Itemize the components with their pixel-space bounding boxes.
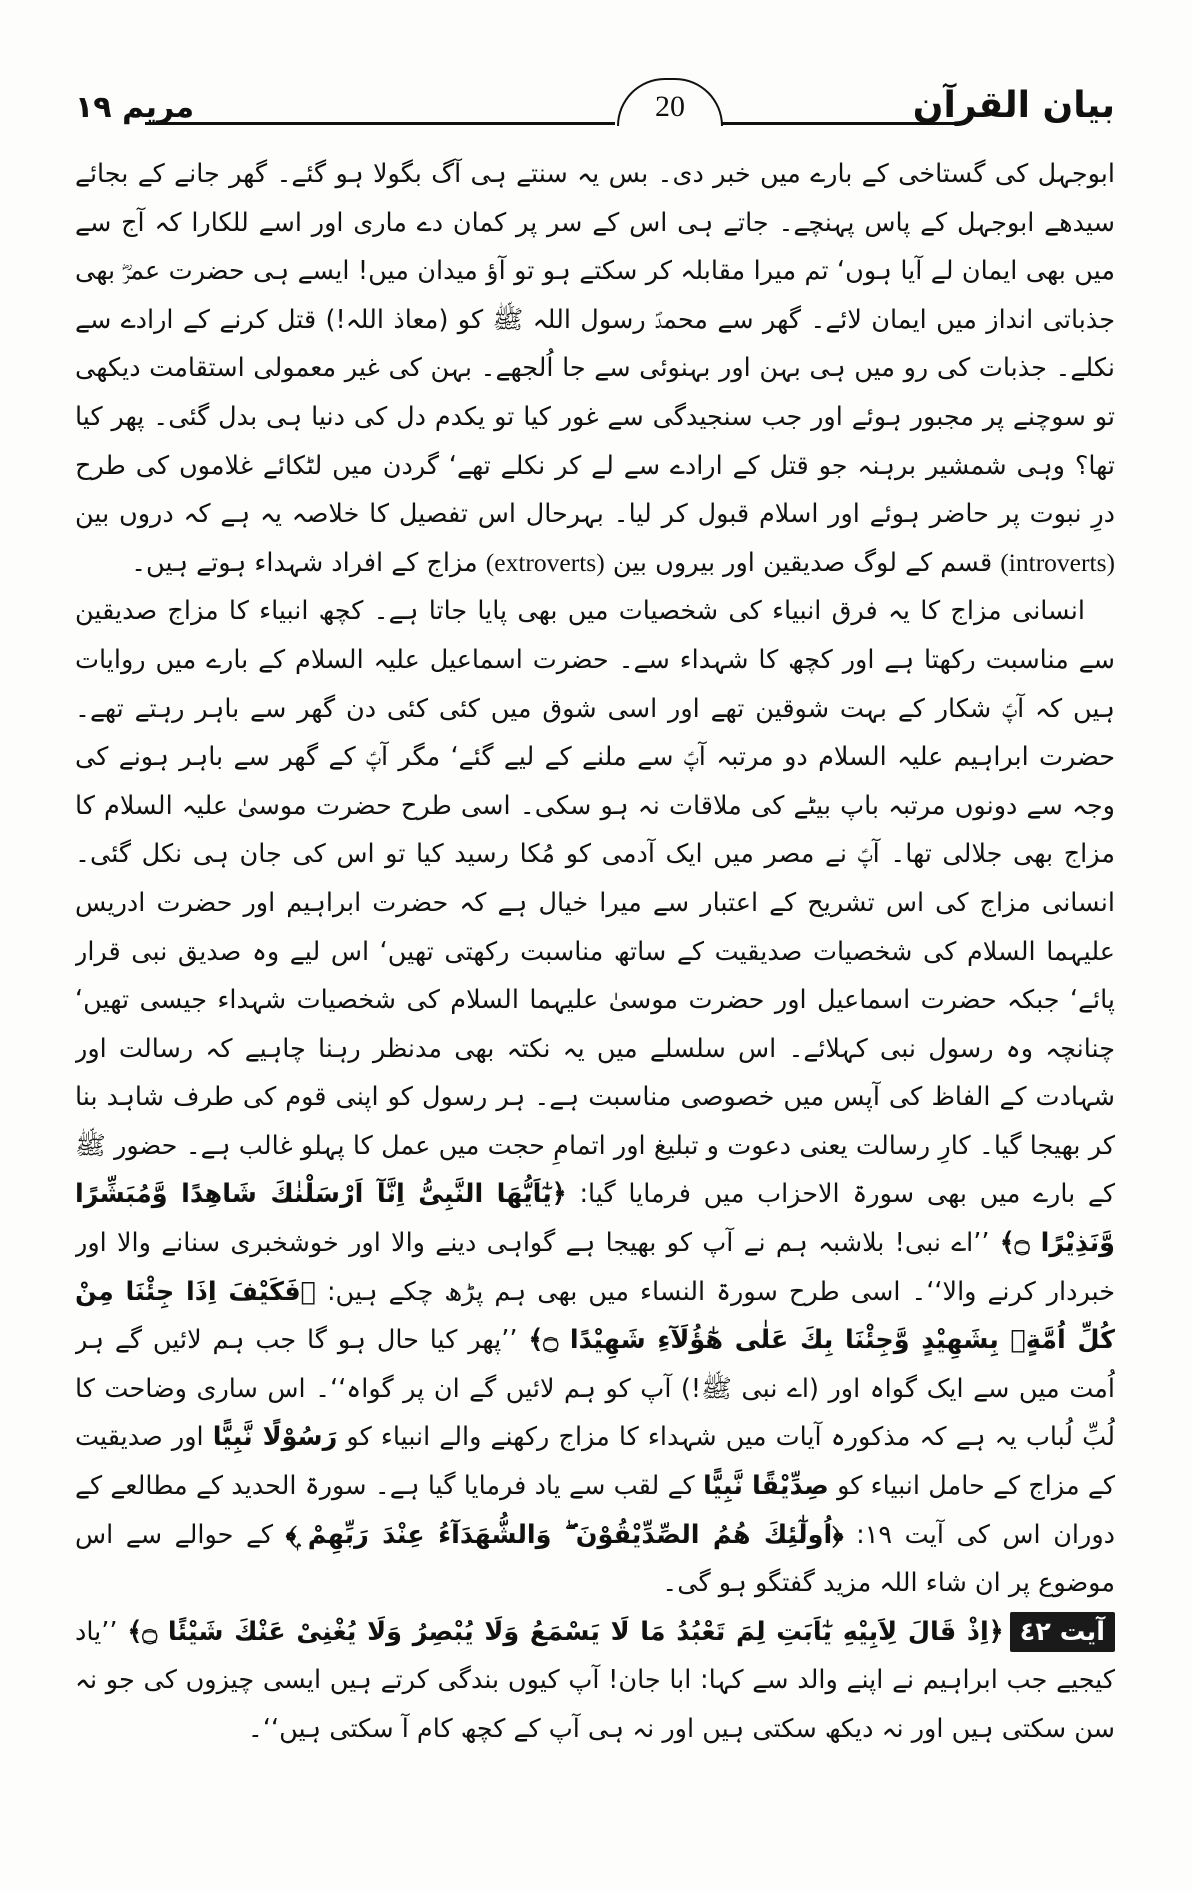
- quran-verse: ﴿اِذْ قَالَ لِاَبِیْهِ یٰٓاَبَتِ لِمَ تَعْبُدُ مَا لَا یَسْمَعُ وَلَا یُبْصِرُ وَلَا یُغْنِیْ عَنْكَ شَیْئًا ۝﴾: [127, 1616, 1004, 1647]
- quran-verse: ﴿فَكَیْفَ اِذَا جِئْنَا مِنْ كُلِّ اُمَّةٍۭ بِشَهِیْدٍ وَّجِئْنَا بِكَ عَلٰى هٰٓؤُلَآءِ شَهِیْدًا ۝﴾: [75, 1276, 1115, 1356]
- paragraph-text: ’’اے نبی! بلاشبہ ہم نے آپ کو بھیجا ہے گواہی دینے والا اور خوشخبری سنانے والا اور خبردار کرنے والا‘‘۔ اسی طرح سورۃ النساء میں بھی ہم پڑھ چکے ہیں:: [75, 1228, 1115, 1307]
- body-text: [75, 150, 1115, 1850]
- paragraph-text: قسم کے لوگ صدیقین اور بیروں بین: [604, 547, 1001, 578]
- english-term: (extroverts): [485, 547, 605, 577]
- quran-verse: ﴿اُولٰٓئِكَ هُمُ الصِّدِّیْقُوْنَ ۖ وَالشُّهَدَآءُ عِنْدَ رَبِّهِمْ ۭ﴾: [285, 1519, 844, 1550]
- header-rule-left: [145, 122, 615, 125]
- ayah-number-badge: آیت ٤٢: [1010, 1612, 1115, 1652]
- english-term: (introverts): [1000, 547, 1115, 577]
- paragraph-text: ’’پھر کیا حال ہو گا جب ہم لائیں گے ہر اُمت میں سے ایک گواہ اور (اے نبی ﷺ!) آپ کو ہم لائیں گے ان پر گواہ‘‘۔ اس ساری وضاحت کا لُبِّ لُباب یہ ہے کہ مذکورہ آیات میں شہداء کا مزاج رکھنے والے انبیاء کو: [75, 1325, 1115, 1453]
- paragraph-text: مزاج کے افراد شہداء ہوتے ہیں۔: [131, 547, 486, 578]
- quran-verse: ﴿یٰٓاَیُّهَا النَّبِیُّ اِنَّآ اَرْسَلْنٰكَ شَاهِدًا وَّمُبَشِّرًا وَّنَذِیْرًا ۝﴾: [75, 1179, 1115, 1259]
- paragraph-text: ابوجہل کی گستاخی کے بارے میں خبر دی۔ بس یہ سنتے ہی آگ بگولا ہو گئے۔ گھر جانے کے بجائے سیدھے ابوجہل کے پاس پہنچے۔ جاتے ہی اس کے سر پر کمان دے ماری اور اسے للکارا کہ آج سے میں بھی ایمان لے آیا ہوں‘ تم میرا مقابلہ کر سکتے ہو تو آؤ میدان میں! ایسے ہی حضرت عمرؓ بھی جذباتی انداز میں ایمان لائے۔ گھر سے محمدؐ رسول اللہ ﷺ کو (معاذ اللہ!) قتل کرنے کے ارادے سے نکلے۔ جذبات کی رو میں ہی بہن اور بہنوئی سے جا اُلجھے۔ بہن کی غیر معمولی استقامت دیکھی تو سوچنے پر مجبور ہوئے اور جب سنجیدگی سے غور کیا تو یکدم دل کی دنیا ہی بدل گئی۔ پھر کیا تھا؟ وہی شمشیر برہنہ جو قتل کے ارادے سے لے کر نکلے تھے‘ گردن میں لٹکائے غلاموں کی طرح درِ نبوت پر حاضر ہوئے اور اسلام قبول کر لیا۔ بہرحال اس تفصیل کا خلاصہ یہ ہے کہ دروں بین: [75, 159, 1115, 530]
- paragraph-text: کے حوالے سے اس موضوع پر ان شاء اللہ مزید گفتگو ہو گی۔: [75, 1519, 1115, 1599]
- paragraph: [75, 150, 1115, 587]
- paragraph-text: انسانی مزاج کا یہ فرق انبیاء کی شخصیات میں بھی پایا جاتا ہے۔ کچھ انبیاء کا مزاج صدیقین سے مناسبت رکھتا ہے اور کچھ کا شہداء سے۔ حضرت اسماعیل علیہ السلام کے بارے میں روایات ہیں کہ آپؑ شکار کے بہت شوقین تھے اور اسی شوق میں کئی کئی دن گھر سے باہر رہتے تھے۔ حضرت ابراہیم علیہ السلام دو مرتبہ آپؑ سے ملنے کے لیے گئے‘ مگر آپؑ کے گھر سے باہر ہونے کی وجہ سے دونوں مرتبہ باپ بیٹے کی ملاقات نہ ہو سکی۔ اسی طرح حضرت موسیٰ علیہ السلام کا مزاج بھی جلالی تھا۔ آپؑ نے مصر میں ایک آدمی کو مُکا رسید کیا تو اس کی جان ہی نکل گئی۔ انسانی مزاج کی اس تشریح کے اعتبار سے میرا خیال ہے کہ حضرت ابراہیم اور حضرت ادریس علیہما السلام کی شخصیات صدیقیت کے ساتھ مناسبت رکھتی تھیں‘ اس لیے وہ صدیق نبی قرار پائے‘ جبکہ حضرت اسماعیل اور حضرت موسیٰ علیہما السلام کی شخصیات شہداء جیسی تھیں‘ چنانچہ وہ رسول نبی کہلائے۔ اس سلسلے میں یہ نکتہ بھی مدنظر رہنا چاہیے کہ رسالت اور شہادت کے الفاظ کی آپس میں خصوصی مناسبت ہے۔ ہر رسول کو اپنی قوم کی طرف شاہد بنا کر بھیجا گیا۔ کارِ رسالت یعنی دعوت و تبلیغ اور اتمامِ حجت میں عمل کا پہلو غالب ہے۔ حضور ﷺ کے بارے میں بھی سورۃ الاحزاب میں فرمایا گیا:: [75, 596, 1115, 1210]
- page-number: 20: [617, 78, 723, 126]
- paragraph: [75, 1608, 1115, 1754]
- paragraph-text: کے لقب سے یاد فرمایا گیا ہے۔ سورۃ الحدید کے مطالعے کے دوران اس کی آیت ١٩:: [75, 1471, 1115, 1550]
- paragraph-text: اور صدیقیت کے مزاج کے حامل انبیاء کو: [75, 1422, 1115, 1502]
- paragraph: [75, 587, 1115, 1607]
- quran-verse: صِدِّیْقًا نَّبِیًّا: [702, 1471, 829, 1502]
- book-title: بیان القرآن: [912, 85, 1115, 126]
- quran-verse: رَسُوْلًا نَّبِیًّا: [212, 1422, 338, 1453]
- header-rule-right: [720, 122, 965, 125]
- surah-name: مریم ١٩: [75, 90, 195, 125]
- page-header: [75, 78, 1115, 138]
- paragraph-text: ’’یاد کیجیے جب ابراہیم نے اپنے والد سے کہا: ابا جان! آپ کیوں بندگی کرتے ہیں ایسی چیزوں کی جو نہ سن سکتی ہیں اور نہ دیکھ سکتی ہیں اور نہ ہی آپ کے کچھ کام آ سکتی ہیں‘‘۔: [75, 1616, 1115, 1744]
